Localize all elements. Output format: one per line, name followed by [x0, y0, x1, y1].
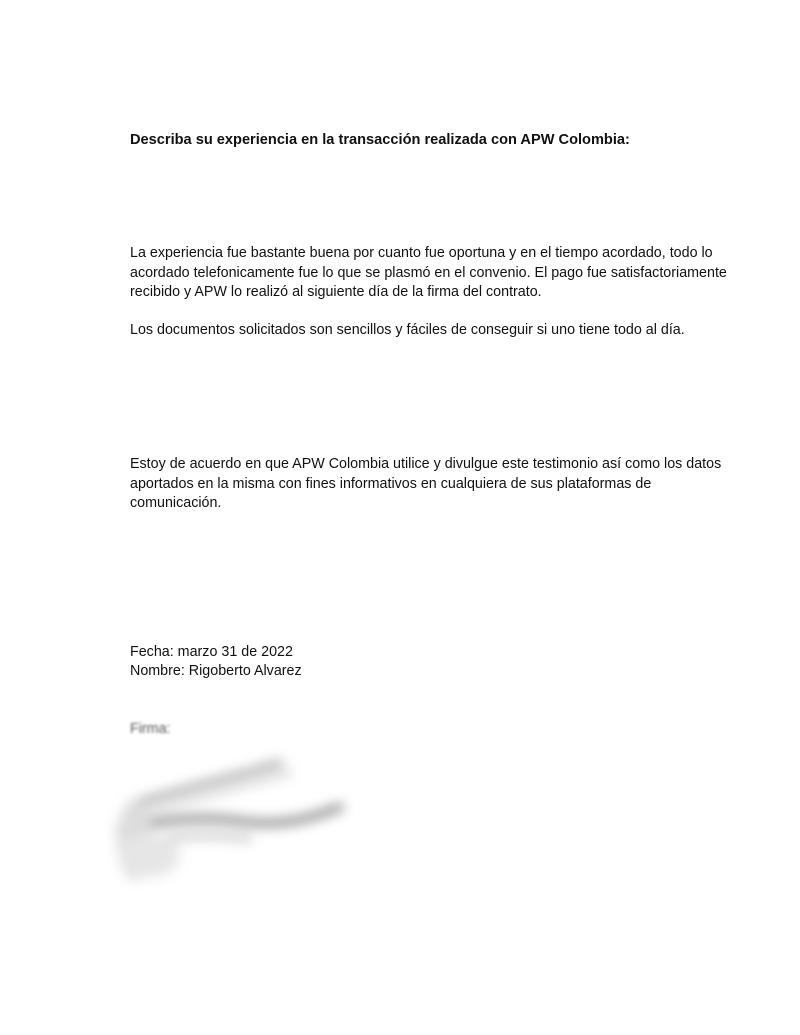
documents-paragraph: Los documentos solicitados son sencillos y fáciles de conseguir si uno tiene todo al día.: [130, 322, 685, 338]
name-line: Nombre: Rigoberto Alvarez: [130, 663, 302, 679]
experience-paragraph: La experiencia fue bastante buena por cuanto fue oportuna y en el tiempo acordado, todo lo acordado telefonicamente fue lo que se plasmó en el convenio. El pago fue satisfactoriamente recibido y APW lo realizó al siguiente día de la firma del contrato.: [130, 245, 727, 300]
date-line: Fecha: marzo 31 de 2022: [130, 644, 293, 660]
consent-paragraph: Estoy de acuerdo en que APW Colombia utilice y divulgue este testimonio así como los datos aportados en la misma con fines informativos en cualquiera de sus plataformas de comunicación.: [130, 456, 722, 511]
signature-label: Firma:: [130, 721, 171, 737]
question-heading: Describa su experiencia en la transacción realizada con APW Colombia:: [130, 132, 630, 148]
signature-image: [90, 735, 390, 915]
